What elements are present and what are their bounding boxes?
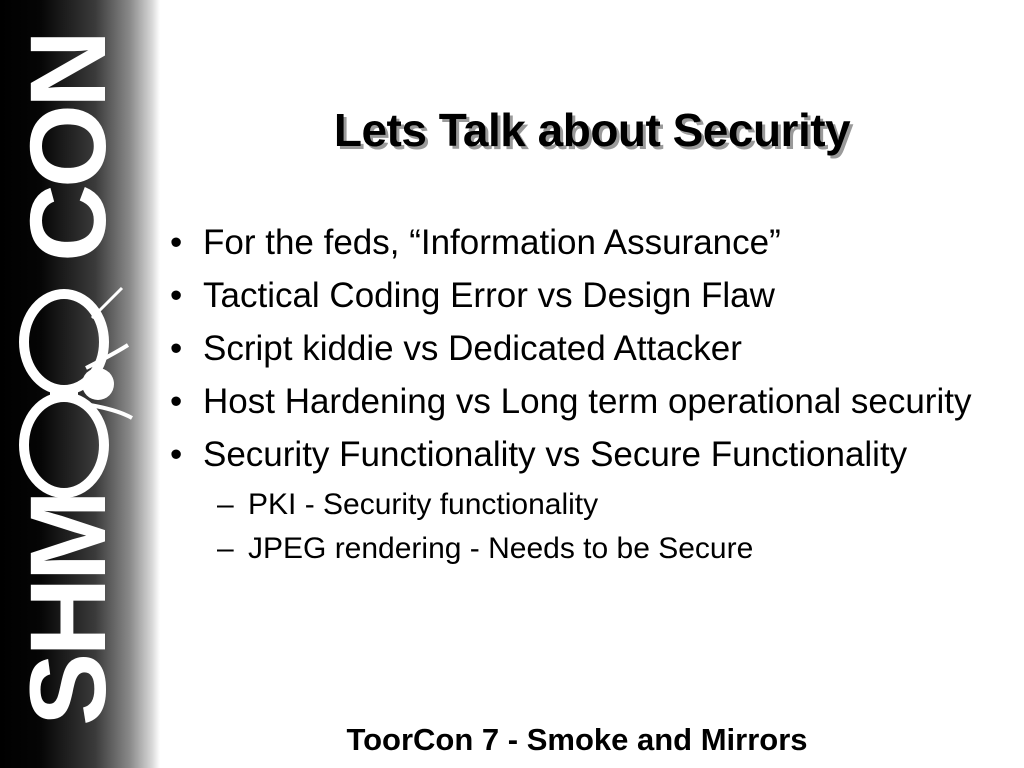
bullet-item: • Script kiddie vs Dedicated Attacker xyxy=(160,328,980,370)
sub-bullet-item: – JPEG rendering - Needs to be Secure xyxy=(160,531,980,567)
bullet-item: • Host Hardening vs Long term operational security xyxy=(160,381,980,423)
shmoocon-logo-icon xyxy=(0,0,160,768)
slide-title: Lets Talk about Security xyxy=(333,104,851,156)
slide-footer: ToorCon 7 - Smoke and Mirrors xyxy=(346,722,808,757)
sub-bullet-item: – PKI - Security functionality xyxy=(160,487,980,523)
bullet-list xyxy=(160,222,980,575)
bullet-item: • Security Functionality vs Secure Functionality xyxy=(160,434,980,476)
sidebar-logo-band xyxy=(0,0,160,768)
bullet-item: • For the feds, “Information Assurance” xyxy=(160,222,980,264)
svg-text:CON: CON xyxy=(7,34,128,262)
svg-text:SHM: SHM xyxy=(7,498,128,726)
bullet-item: • Tactical Coding Error vs Design Flaw xyxy=(160,275,980,317)
